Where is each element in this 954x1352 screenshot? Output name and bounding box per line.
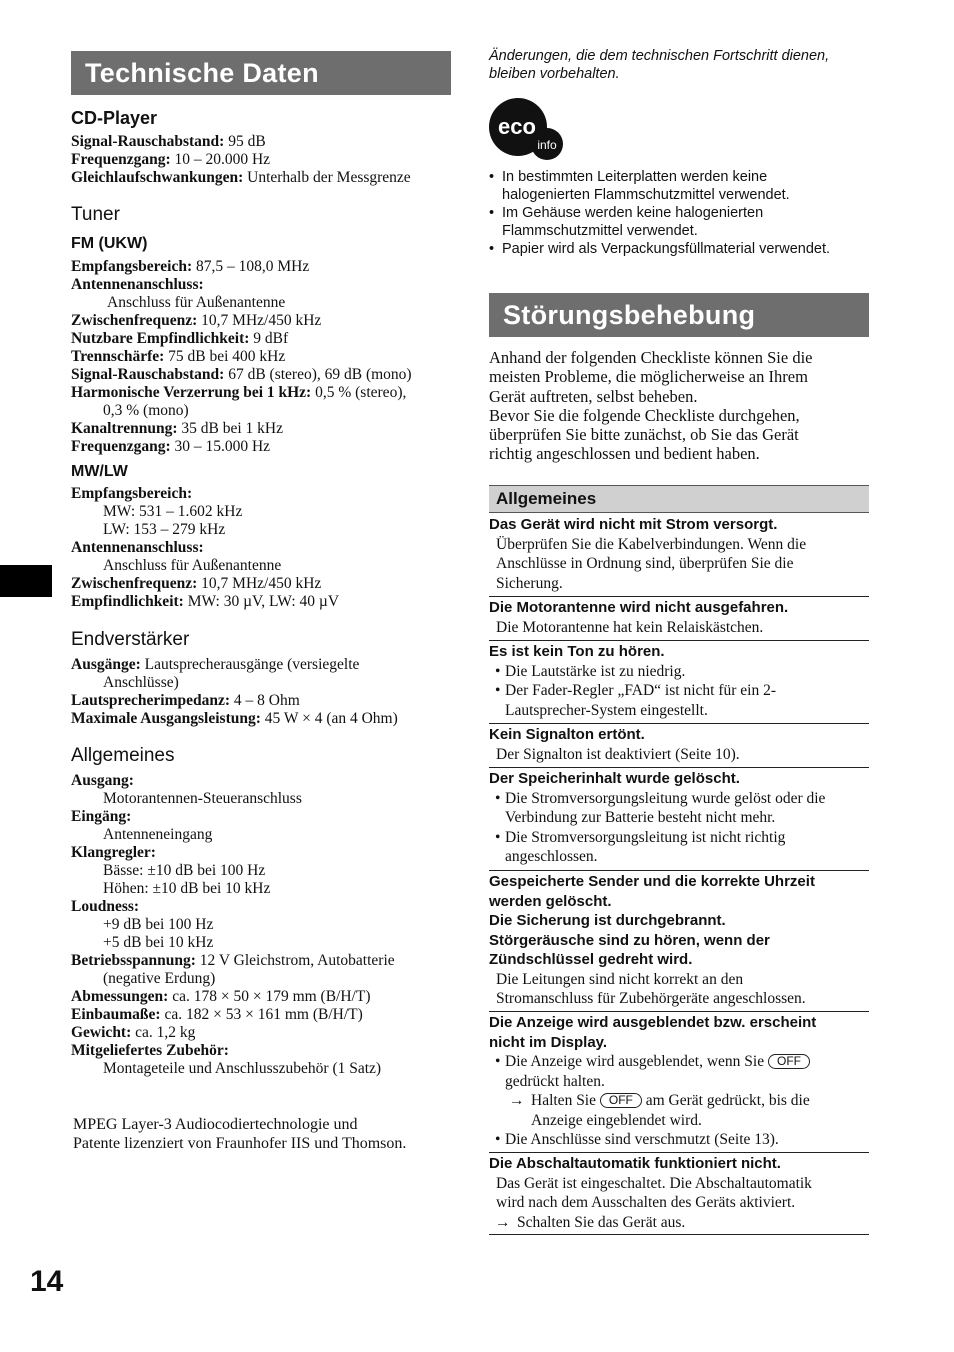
eco-info-logo (489, 98, 565, 160)
cd-player-specs (71, 133, 451, 187)
spec-row: Trennschärfe: 75 dB bei 400 kHz (71, 348, 286, 365)
spec-row: Gewicht: ca. 1,2 kg (71, 1024, 196, 1041)
spec-row: Ausgänge: Lautsprecherausgänge (versiegelte (71, 656, 360, 673)
ts-entry-stations-erased (489, 872, 869, 1012)
spec-row: Signal-Rauschabstand: 67 dB (stereo), 69 dB (mono) (71, 366, 412, 383)
spec-row: Maximale Ausgangsleistung: 45 W × 4 (an 4 Ohm) (71, 710, 398, 727)
heading-tuner: Tuner (71, 204, 120, 225)
notice-line: Änderungen, die dem technischen Fortschritt dienen, (489, 48, 830, 64)
list-item: • Im Gehäuse werden keine halogenierten Flammschutzmittel verwendet. (489, 204, 869, 240)
spec-row: Empfindlichkeit: MW: 30 µV, LW: 40 µV (71, 593, 340, 610)
spec-row: Betriebsspannung: 12 V Gleichstrom, Autobatterie (71, 952, 395, 969)
spec-row: 0,3 % (mono) (103, 402, 189, 419)
spec-row: Antenneneingang (103, 826, 213, 843)
ts-entry-no-sound (489, 642, 869, 724)
remedy: gedrückt halten. (505, 1072, 605, 1090)
problem: Die Abschaltautomatik funktioniert nicht. (489, 1155, 781, 1172)
spec-row: Gleichlaufschwankungen: Unterhalb der Messgrenze (71, 169, 411, 186)
spec-row: Antennenanschluss: (71, 539, 204, 556)
ts-entry-no-power (489, 515, 869, 597)
spec-row: Antennenanschluss: (71, 276, 204, 293)
arrow-right-icon: → (509, 1092, 525, 1109)
heading-fm: FM (UKW) (71, 235, 148, 252)
banner-title: Technische Daten (85, 58, 319, 88)
remedy: Das Gerät ist eingeschaltet. Die Abschaltautomatik (496, 1174, 812, 1192)
spec-row: Ausgang: (71, 772, 134, 789)
intro-line: Gerät auftreten, selbst beheben. (489, 386, 698, 406)
remedy: • Der Fader-Regler „FAD“ ist nicht für ein 2- Lautsprecher-System eingestellt. (489, 681, 869, 720)
remedy: • Die Anzeige wird ausgeblendet, wenn Sie OFF (489, 1052, 869, 1072)
troubleshooting-table-header (489, 485, 869, 513)
remedy: • Die Stromversorgungsleitung ist nicht richtig angeschlossen. (489, 828, 869, 867)
general-specs (71, 772, 451, 1078)
troubleshooting-intro (489, 348, 869, 464)
spec-row: Empfangsbereich: (71, 485, 193, 502)
spec-row: Höhen: ±10 dB bei 10 kHz (103, 880, 271, 897)
ts-entry-memory-erased (489, 769, 869, 871)
off-key-label: OFF (768, 1054, 810, 1069)
problem: nicht im Display. (489, 1033, 608, 1051)
heading-allgemeines-specs: Allgemeines (71, 745, 175, 766)
amp-specs (71, 656, 451, 728)
spec-row: Anschluss für Außenantenne (103, 557, 282, 574)
ts-entry-antenna (489, 598, 869, 641)
intro-line: Bevor Sie die folgende Checkliste durchgehen, (489, 405, 800, 425)
intro-line: Anhand der folgenden Checkliste können Sie die (489, 348, 813, 367)
spec-row: Nutzbare Empfindlichkeit: 9 dBf (71, 330, 289, 347)
remedy-step: → Halten Sie OFF am Gerät gedrückt, bis die (509, 1092, 810, 1109)
problem: Kein Signalton ertönt. (489, 726, 645, 743)
remedy: Stromanschluss für Zubehörgeräte angeschlossen. (496, 990, 806, 1007)
spec-row: (negative Erdung) (103, 970, 216, 987)
ts-entry-beep (489, 725, 869, 768)
spec-row: Bässe: ±10 dB bei 100 Hz (103, 862, 266, 879)
remedy: Anschlüsse in Ordnung sind, überprüfen Sie die (496, 555, 794, 572)
spec-row: +5 dB bei 10 kHz (103, 934, 214, 951)
spec-row: Klangregler: (71, 844, 156, 861)
spec-row: Eingäng: (71, 808, 132, 825)
remedy: Die Motorantenne hat kein Relaiskästchen. (496, 618, 764, 636)
spec-row: Zwischenfrequenz: 10,7 MHz/450 kHz (71, 312, 322, 329)
problem: Zündschlüssel gedreht wird. (489, 951, 693, 968)
spec-row: Loudness: (71, 898, 140, 915)
spec-row: Anschluss für Außenantenne (107, 294, 286, 311)
fm-specs (71, 258, 451, 456)
spec-row: Lautsprecherimpedanz: 4 – 8 Ohm (71, 692, 300, 709)
section-banner-technische-daten (71, 51, 451, 95)
spec-row: +9 dB bei 100 Hz (103, 916, 214, 933)
ts-entry-auto-off (489, 1154, 869, 1235)
problem: Es ist kein Ton zu hören. (489, 643, 665, 660)
spec-row: MW: 531 – 1.602 kHz (103, 503, 243, 520)
heading-cd-player: CD-Player (71, 108, 158, 128)
problem: Die Motorantenne wird nicht ausgefahren. (489, 599, 789, 616)
notice-line: bleiben vorbehalten. (489, 66, 620, 82)
spec-row: Harmonische Verzerrung bei 1 kHz: 0,5 % (stereo), (71, 384, 407, 401)
remedy: • Die Stromversorgungsleitung wurde gelöst oder die Verbindung zur Batterie besteht nicht mehr. (489, 789, 869, 828)
problem: Die Anzeige wird ausgeblendet bzw. erscheint (489, 1014, 817, 1031)
spec-row: Einbaumaße: ca. 182 × 53 × 161 mm (B/H/T) (71, 1006, 363, 1023)
heading-mw-lw: MW/LW (71, 463, 128, 480)
mpeg-line: MPEG Layer-3 Audiocodiertechnologie und (73, 1116, 358, 1133)
spec-row: Signal-Rauschabstand: 95 dB (71, 133, 266, 150)
remedy: Der Signalton ist deaktiviert (Seite 10). (496, 745, 740, 763)
problem: werden gelöscht. (489, 892, 612, 910)
list-item: • In bestimmten Leiterplatten werden keine halogenierten Flammschutzmittel verwendet. (489, 168, 869, 204)
eco-logo-sub: info (537, 138, 557, 152)
mpeg-line: Patente lizenziert von Fraunhofer IIS und Thomson. (73, 1135, 407, 1152)
table-header-label: Allgemeines (496, 489, 597, 508)
remedy: Überprüfen Sie die Kabelverbindungen. Wenn die (496, 535, 807, 553)
eco-logo-word: eco (498, 114, 536, 139)
problem: Gespeicherte Sender und die korrekte Uhrzeit (489, 873, 815, 890)
change-notice (489, 47, 869, 83)
spec-row: Empfangsbereich: 87,5 – 108,0 MHz (71, 258, 310, 275)
off-key-label: OFF (600, 1093, 642, 1108)
remedy: Die Leitungen sind nicht korrekt an den (496, 970, 744, 988)
remedy: • Die Lautstärke ist zu niedrig. (489, 662, 869, 682)
problem: Die Sicherung ist durchgebrannt. (489, 912, 726, 929)
problem: Der Speicherinhalt wurde gelöscht. (489, 770, 740, 787)
spec-row: Motorantennen-Steueranschluss (103, 790, 302, 807)
remedy-step: → Schalten Sie das Gerät aus. (495, 1213, 686, 1231)
spec-row: Abmessungen: ca. 178 × 50 × 179 mm (B/H/T) (71, 988, 371, 1005)
list-item: • Papier wird als Verpackungsfüllmaterial verwendet. (489, 240, 869, 258)
spec-row: Frequenzgang: 10 – 20.000 Hz (71, 151, 271, 168)
spec-row: Anschlüsse) (103, 674, 179, 691)
spec-row: LW: 153 – 279 kHz (103, 521, 226, 538)
problem: Das Gerät wird nicht mit Strom versorgt. (489, 516, 778, 533)
heading-endverstaerker: Endverstärker (71, 629, 190, 650)
intro-line: richtig angeschlossen und bedient haben. (489, 444, 760, 464)
ts-entry-display (489, 1013, 869, 1153)
spec-row: Frequenzgang: 30 – 15.000 Hz (71, 438, 271, 455)
section-banner-stoerungsbehebung (489, 293, 869, 337)
spec-row: Kanaltrennung: 35 dB bei 1 kHz (71, 420, 284, 437)
chapter-tab-marker (0, 565, 52, 597)
spec-row: Zwischenfrequenz: 10,7 MHz/450 kHz (71, 575, 322, 592)
problem: Störgeräusche sind zu hören, wenn der (489, 931, 770, 949)
spec-row: Mitgeliefertes Zubehör: (71, 1042, 229, 1059)
spec-row: Montageteile und Anschlusszubehör (1 Satz) (103, 1060, 382, 1077)
arrow-right-icon: → (495, 1213, 511, 1231)
remedy: Sicherung. (496, 574, 563, 592)
intro-line: überprüfen Sie bitte zunächst, ob Sie das Gerät (489, 425, 799, 445)
remedy: wird nach dem Ausschalten des Geräts aktiviert. (496, 1194, 796, 1211)
eco-bullet-list (489, 168, 869, 258)
page-number: 14 (30, 1265, 64, 1298)
remedy-step: Anzeige eingeblendet wird. (531, 1111, 702, 1129)
remedy: • Die Anschlüsse sind verschmutzt (Seite 13). (489, 1130, 869, 1150)
mpeg-license-note (73, 1115, 453, 1153)
intro-line: meisten Probleme, die möglicherweise an Ihrem (489, 367, 808, 387)
mw-lw-specs (71, 485, 451, 611)
banner-title: Störungsbehebung (503, 300, 756, 330)
